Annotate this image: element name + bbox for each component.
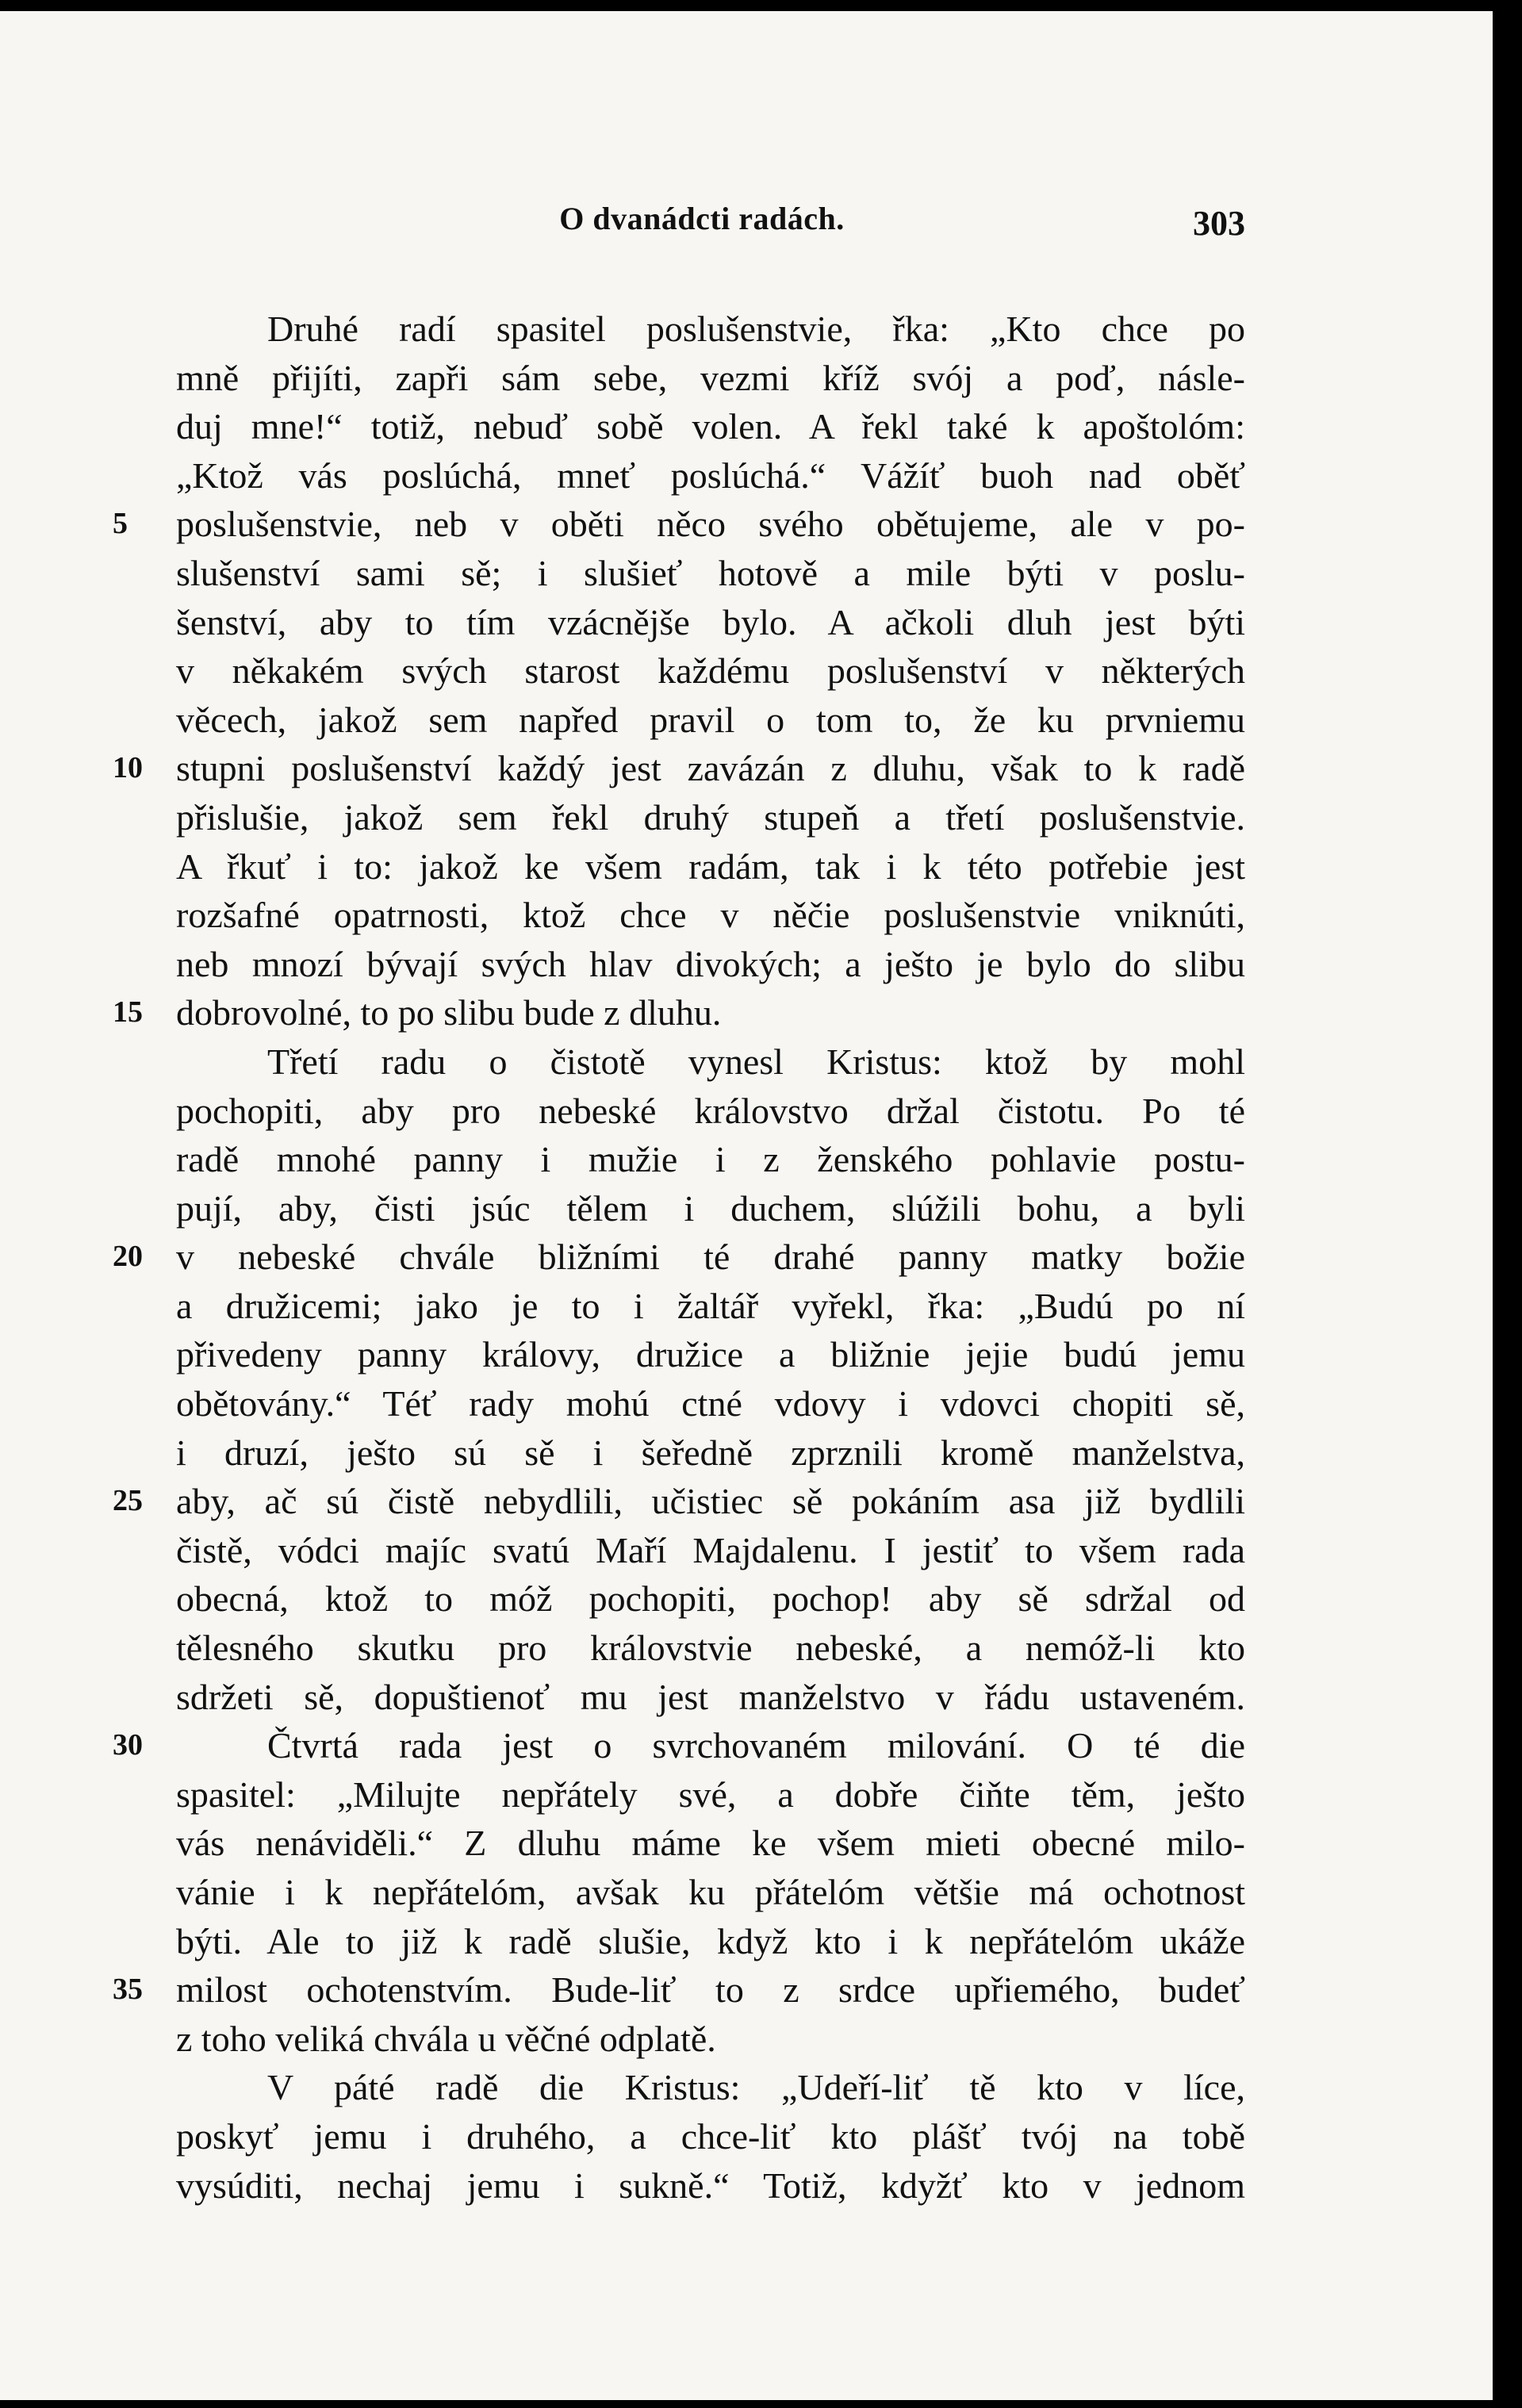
line-text: neb mnozí bývají svých hlav divokých; a ješto je bylo do slibu [176, 943, 1245, 984]
line-number: 10 [113, 751, 143, 785]
line-text: radě mnohé panny i mužie i z ženského pohlavie postu- [176, 1139, 1245, 1180]
line-text: a družicemi; jako je to i žaltář vyřekl, řka: „Budú po ní [176, 1285, 1245, 1326]
line-text: vás nenáviděli.“ Z dluhu máme ke všem mieti obecné milo- [176, 1823, 1245, 1864]
line-text: sdržeti sě, dopuštienoť mu jest manželstvo v řádu ustaveném. [176, 1676, 1245, 1717]
line-text: Třetí radu o čistotě vynesl Kristus: ktož by mohl [267, 1041, 1245, 1082]
text-line [113, 1965, 1245, 2015]
text-line [176, 1526, 1245, 1575]
body-text [113, 305, 1245, 2210]
text-line [176, 940, 1245, 989]
text-line [176, 2015, 1245, 2064]
line-text: věcech, jakož sem napřed pravil o tom to, že ku prvniemu [176, 699, 1245, 740]
text-line [113, 1721, 1245, 1770]
line-number: 35 [113, 1973, 143, 2007]
line-text: duj mne!“ totiž, nebuď sobě volen. A řekl také k apoštolóm: [176, 406, 1245, 447]
text-line [176, 1037, 1245, 1087]
line-number: 5 [113, 507, 128, 541]
text-line [113, 500, 1245, 549]
line-text: býti. Ale to již k radě slušie, když kto i k nepřátelóm ukáže [176, 1920, 1245, 1961]
text-line [113, 1233, 1245, 1282]
line-text: Druhé radí spasitel poslušenstvie, řka: „Kto chce po [267, 309, 1245, 349]
line-text: i druzí, ješto sú sě i šeředně zprznili kromě manželstva, [176, 1432, 1245, 1473]
line-number: 15 [113, 995, 143, 1030]
line-text: obětovány.“ Téť rady mohú ctné vdovy i vdovci chopiti sě, [176, 1383, 1245, 1424]
line-text: přivedeny panny královy, družice a bližnie jejie budú jemu [176, 1334, 1245, 1375]
text-line [176, 1819, 1245, 1868]
line-text: přislušie, jakož sem řekl druhý stupeň a třetí poslušenstvie. [176, 796, 1245, 838]
text-line [176, 1135, 1245, 1184]
line-text: V páté radě die Kristus: „Udeří-liť tě kto v líce, [267, 2067, 1245, 2108]
line-text: šenství, aby to tím vzácnějše bylo. A ačkoli dluh jest býti [176, 601, 1245, 642]
line-text: v někakém svých starost každému poslušenství v některých [176, 650, 1245, 692]
text-line [176, 1087, 1245, 1136]
line-number: 20 [113, 1240, 143, 1274]
running-title: O dvanádcti radách. [559, 201, 845, 236]
text-line [176, 646, 1245, 696]
text-line [176, 1282, 1245, 1331]
text-line [113, 744, 1245, 793]
line-text: slušenství sami sě; i slušieť hotově a mile býti v poslu- [176, 552, 1245, 593]
text-line [176, 1428, 1245, 1478]
text-line [176, 1868, 1245, 1917]
text-line [176, 891, 1245, 940]
text-line [176, 1184, 1245, 1233]
text-line [176, 1624, 1245, 1673]
line-text: z toho veliká chvála u věčné odplatě. [176, 2018, 716, 2059]
line-text: obecná, ktož to móž pochopiti, pochop! aby sě sdržal od [176, 1578, 1245, 1620]
line-text: vysúditi, nechaj jemu i sukně.“ Totiž, kdyžť kto v jednom [176, 2165, 1245, 2206]
text-line [113, 988, 1245, 1037]
page-header [159, 200, 1245, 247]
text-line [176, 402, 1245, 451]
line-text: pují, aby, čisti jsúc tělem i duchem, slúžili bohu, a byli [176, 1187, 1245, 1229]
line-text: tělesného skutku pro královstvie nebeské, a nemóž-li kto [176, 1628, 1245, 1669]
line-text: pochopiti, aby pro nebeské královstvo držal čistotu. Po té [176, 1090, 1245, 1131]
line-text: mně přijíti, zapři sám sebe, vezmi kříž svój a poď, násle- [176, 357, 1245, 398]
line-number: 25 [113, 1484, 143, 1518]
text-line [176, 598, 1245, 647]
text-line [176, 2112, 1245, 2161]
line-text: v nebeské chvále bližními té drahé panny matky božie [176, 1237, 1245, 1278]
text-line [176, 1673, 1245, 1722]
line-text: aby, ač sú čistě nebydlili, učistiec sě pokáním asa již bydlili [176, 1481, 1245, 1522]
line-text: dobrovolné, to po slibu bude z dluhu. [176, 992, 722, 1033]
line-text: „Ktož vás poslúchá, mneť poslúchá.“ Vážíť buoh nad oběť [176, 454, 1245, 496]
line-text: vánie i k nepřátelóm, avšak ku přátelóm většie má ochotnost [176, 1872, 1245, 1912]
text-line [176, 1770, 1245, 1819]
text-line [176, 1379, 1245, 1428]
line-text: Čtvrtá rada jest o svrchovaném milování. O té die [267, 1725, 1245, 1766]
line-text: milost ochotenstvím. Bude-liť to z srdce upřiemého, budeť [176, 1969, 1245, 2011]
text-line [176, 1330, 1245, 1379]
text-line [176, 1917, 1245, 1966]
text-line [176, 354, 1245, 403]
line-text: čistě, vódci majíc svatú Maří Majdalenu. I jestiť to všem rada [176, 1529, 1245, 1570]
text-line [176, 305, 1245, 354]
line-number: 30 [113, 1728, 143, 1762]
line-text: poslušenstvie, neb v oběti něco svého obětujeme, ale v po- [176, 504, 1245, 545]
text-line [176, 549, 1245, 598]
line-text: stupni poslušenství každý jest zavázán z dluhu, však to k radě [176, 748, 1245, 789]
text-line [113, 1477, 1245, 1526]
text-line [176, 451, 1245, 500]
text-line [176, 2063, 1245, 2112]
line-text: poskyť jemu i druhého, a chce-liť kto plášť tvój na tobě [176, 2115, 1245, 2157]
text-line [176, 793, 1245, 842]
page-number: 303 [1193, 204, 1245, 243]
line-text: A řkuť i to: jakož ke všem radám, tak i k této potřebie jest [176, 845, 1245, 887]
line-text: rozšafné opatrnosti, ktož chce v něčie poslušenstvie vniknúti, [176, 895, 1245, 936]
text-line [176, 696, 1245, 745]
text-line [176, 842, 1245, 891]
text-line [176, 1574, 1245, 1624]
line-text: spasitel: „Milujte nepřátely své, a dobře čiňte těm, ješto [176, 1773, 1245, 1815]
text-line [176, 2161, 1245, 2211]
scan-border [1493, 0, 1522, 2408]
